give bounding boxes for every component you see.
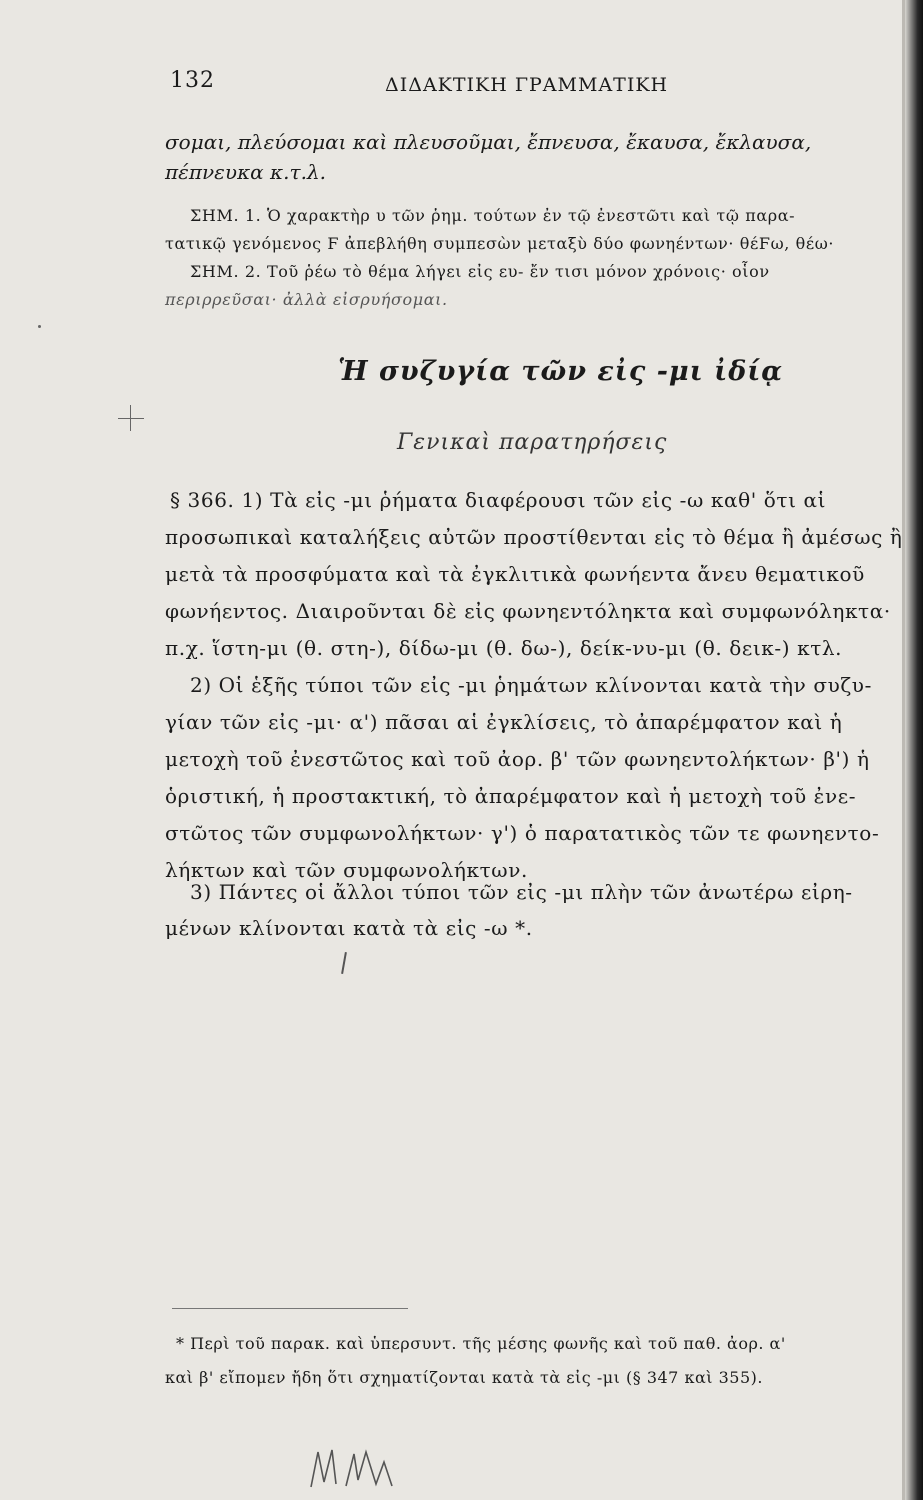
page-number: 132 [170,68,215,93]
paragraph-line-9: ὁριστική, ἡ προστακτική, τὸ ἀπαρέμφατον καὶ ἡ μετοχὴ τοῦ ἐνε- [165,784,857,808]
section-subtitle: Γενικαὶ παρατηρήσεις [397,430,668,455]
paragraph-line-13: μένων κλίνονται κατὰ τὰ εἰς -ω *. [165,916,533,940]
paragraph-line-1: § 366. 1) Τὰ εἰς -μι ῥήματα διαφέρουσι τῶν εἰς -ω καθ' ὅτι αἱ [170,488,827,512]
footnote-line-2: καὶ β' εἴπομεν ἤδη ὅτι σχηματίζονται κατὰ τὰ εἰς -μι (§ 347 καὶ 355). [165,1368,763,1387]
paragraph-line-6: 2) Οἱ ἑξῆς τύποι τῶν εἰς -μι ῥημάτων κλίνονται κατὰ τὴν συζυ- [190,673,872,697]
speck-mark [38,325,41,328]
page-edge-shadow [905,0,923,1500]
page-edge-line [902,0,905,1500]
paragraph-line-4: φωνήεντος. Διαιροῦνται δὲ εἰς φωνηεντόληκτα καὶ συμφωνόληκτα· [165,599,891,623]
paragraph-line-5: π.χ. ἵστη-μι (θ. στη-), δίδω-μι (θ. δω-), δείκ-νυ-μι (θ. δεικ-) κτλ. [165,636,843,660]
continuation-line-1: σομαι, πλεύσομαι καὶ πλευσοῦμαι, ἔπνευσα, ἔκαυσα, ἔκλαυσα, [165,130,812,154]
paragraph-line-7: γίαν τῶν εἰς -μι· α') πᾶσαι αἱ ἐγκλίσεις, τὸ ἀπαρέμφατον καὶ ἡ [165,710,843,734]
running-title: ΔΙΔΑΚΤΙΚΗ ΓΡΑΜΜΑΤΙΚΗ [385,74,669,96]
margin-cross-mark [118,405,144,431]
paragraph-line-3: μετὰ τὰ προσφύματα καὶ τὰ ἐγκλιτικὰ φωνήεντα ἄνευ θεματικοῦ [165,562,865,586]
paragraph-line-12: 3) Πάντες οἱ ἄλλοι τύποι τῶν εἰς -μι πλὴν τῶν ἀνωτέρω εἰρη- [190,880,853,904]
handwritten-signature [306,1432,426,1492]
note-line-4: περιρρεῦσαι· ἀλλὰ εἰσρυήσομαι. [165,290,448,309]
footnote-rule [172,1308,408,1309]
note-line-3: ΣΗΜ. 2. Τοῦ ῥέω τὸ θέμα λήγει εἰς ευ- ἔν τισι μόνον χρόνοις· οἷον [190,262,770,281]
section-title: Ἡ συζυγία τῶν εἰς -μι ἰδίᾳ [338,356,784,387]
paragraph-line-2: προσωπικαὶ καταλήξεις αὐτῶν προστίθενται εἰς τὸ θέμα ἢ ἀμέσως ἢ [165,525,903,549]
paragraph-line-8: μετοχὴ τοῦ ἐνεστῶτος καὶ τοῦ ἀορ. β' τῶν φωνηεντολήκτων· β') ἡ [165,747,870,771]
footnote-line-1: * Περὶ τοῦ παρακ. καὶ ὑπερσυντ. τῆς μέσης φωνῆς καὶ τοῦ παθ. ἀορ. α' [176,1334,786,1353]
page-header [0,68,923,108]
pencil-tick-mark [341,952,347,974]
paragraph-line-10: στῶτος τῶν συμφωνολήκτων· γ') ὁ παρατατικὸς τῶν τε φωνηεντο- [165,821,880,845]
note-line-2: τατικῷ γενόμενος Ϝ ἀπεβλήθη συμπεσὼν μεταξὺ δύο φωνηέντων· θέϜω, θέω· [165,234,835,253]
paragraph-line-11: λήκτων καὶ τῶν συμφωνολήκτων. [165,858,528,882]
note-line-1: ΣΗΜ. 1. Ὁ χαρακτὴρ υ τῶν ῥημ. τούτων ἐν τῷ ἐνεστῶτι καὶ τῷ παρα- [190,206,796,225]
continuation-line-2: πέπνευκα κ.τ.λ. [165,160,326,184]
